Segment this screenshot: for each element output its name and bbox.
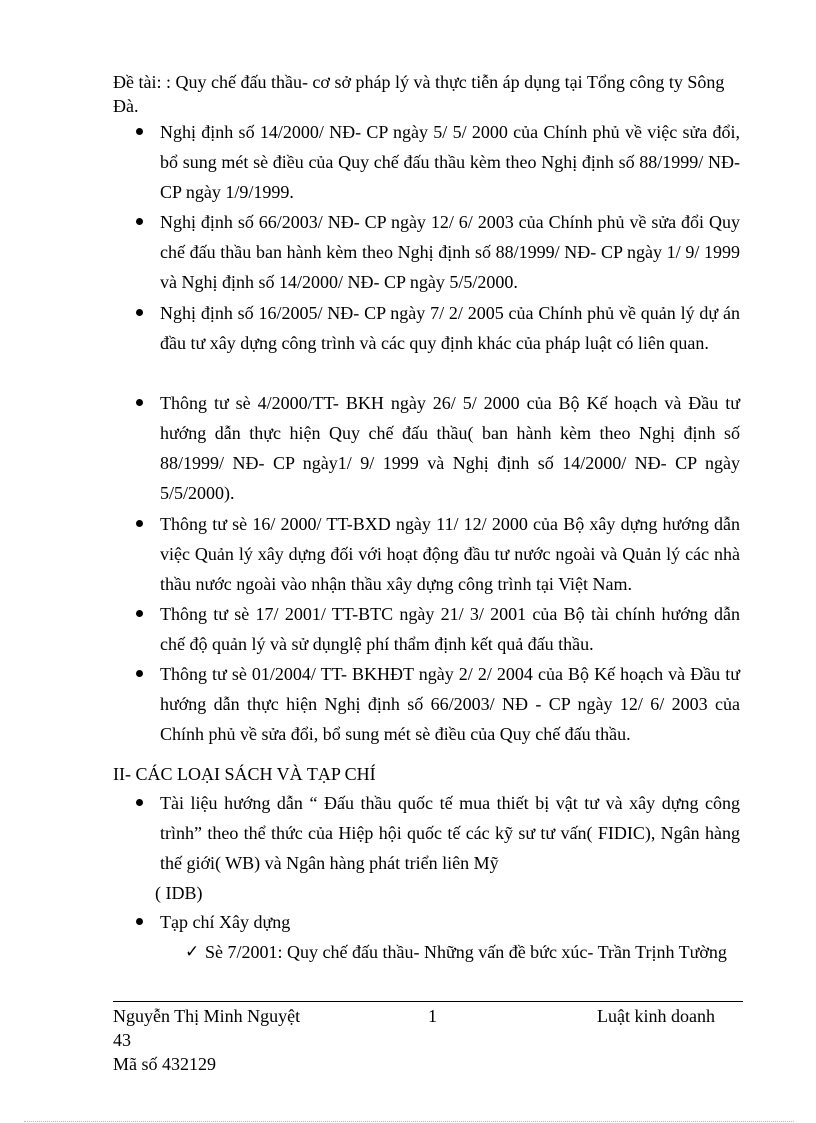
list-item-text: Thông tư sè 17/ 2001/ TT-BTC ngày 21/ 3/ 2001 của Bộ tài chính hướng dẫn chế độ quản lý và sử dụnglệ phí thẩm định kết quả đấu thầu.	[160, 604, 740, 654]
list-item-text: Nghị định số 14/2000/ NĐ- CP ngày 5/ 5/ 2000 của Chính phủ về việc sửa đổi, bổ sung mét sè điều của Quy chế đấu thầu kèm theo Nghị định số 88/1999/ NĐ- CP ngày 1/9/1999.	[160, 122, 740, 202]
list-item	[160, 659, 740, 749]
list-item	[160, 599, 740, 659]
list-item-text: Nghị định số 16/2005/ NĐ- CP ngày 7/ 2/ 2005 của Chính phủ về quản lý dự án đầu tư xây dựng công trình và các quy định khác của pháp luật có liên quan.	[160, 303, 740, 353]
bullet-icon	[136, 520, 143, 527]
list-item	[160, 298, 740, 358]
topic-line: Đề tài: : Quy chế đấu thầu- cơ sở pháp lý và thực tiễn áp dụng tại Tổng công ty Sông Đà.	[113, 72, 725, 116]
footer-author: Nguyễn Thị Minh Nguyệt	[113, 1006, 301, 1026]
checkmark-icon: ✓	[185, 942, 200, 962]
list-item	[160, 207, 740, 297]
footer-student-id: Mã số 432129	[113, 1054, 216, 1074]
list-item	[160, 388, 740, 508]
list-item	[160, 117, 740, 207]
list-item	[160, 509, 740, 599]
list-item-continuation: ( IDB)	[155, 883, 203, 903]
list-item-text: Tạp chí Xây dựng	[160, 912, 291, 932]
bullet-icon	[136, 128, 143, 135]
bullet-icon	[136, 610, 143, 617]
list-item-text: Thông tư sè 16/ 2000/ TT-BXD ngày 11/ 12/ 2000 của Bộ xây dựng hướng dẫn việc Quản lý xây dựng đối với hoạt động đầu tư nước ngoài và Quản lý các nhà thầu nước ngoài vào nhận thầu xây dựng công trình tại Việt Nam.	[160, 514, 740, 594]
list-item-text: Thông tư sè 4/2000/TT- BKH ngày 26/ 5/ 2000 của Bộ Kế hoạch và Đầu tư hướng dẫn thực hiện Quy chế đấu thầu( ban hành kèm theo Nghị định số 88/1999/ NĐ- CP ngày1/ 9/ 1999 và Nghị định số 14/2000/ NĐ- CP ngày 5/5/2000).	[160, 393, 740, 503]
sub-list-item	[185, 937, 740, 967]
footer-subject: Luật kinh doanh	[597, 1006, 715, 1026]
page-edge-divider	[24, 1121, 794, 1122]
footer-class: 43	[113, 1030, 131, 1050]
bullet-icon	[136, 309, 143, 316]
list-item-text: Tài liệu hướng dẫn “ Đấu thầu quốc tế mua thiết bị vật tư và xây dựng công trình” theo thể thức của Hiệp hội quốc tế các kỹ sư tư vấn( FIDIC), Ngân hàng thế giới( WB) và Ngân hàng phát triển liên Mỹ	[160, 793, 740, 873]
footer-page-number: 1	[428, 1006, 437, 1026]
footer-divider	[113, 1001, 743, 1002]
section-heading: II- CÁC LOẠI SÁCH VÀ TẠP CHÍ	[113, 764, 376, 784]
list-item	[160, 907, 740, 937]
list-item	[160, 788, 740, 878]
list-item-text: Nghị định số 66/2003/ NĐ- CP ngày 12/ 6/ 2003 của Chính phủ về sửa đổi Quy chế đấu thầu ban hành kèm theo Nghị định số 88/1999/ NĐ- CP ngày 1/ 9/ 1999 và Nghị định số 14/2000/ NĐ- CP ngày 5/5/2000.	[160, 212, 740, 292]
list-item-text: Thông tư sè 01/2004/ TT- BKHĐT ngày 2/ 2/ 2004 của Bộ Kế hoạch và Đầu tư hướng dẫn thực hiện Nghị định số 66/2003/ NĐ - CP ngày 12/ 6/ 2003 của Chính phủ về sửa đổi, bổ sung mét sè điều của Quy chế đấu thầu.	[160, 664, 740, 744]
bullet-icon	[136, 399, 143, 406]
bullet-icon	[136, 799, 143, 806]
bullet-icon	[136, 218, 143, 225]
bullet-icon	[136, 670, 143, 677]
sub-list-item-text: Sè 7/2001: Quy chế đấu thầu- Những vấn đề bức xúc- Trần Trịnh Tường	[205, 942, 727, 962]
bullet-icon	[136, 918, 143, 925]
